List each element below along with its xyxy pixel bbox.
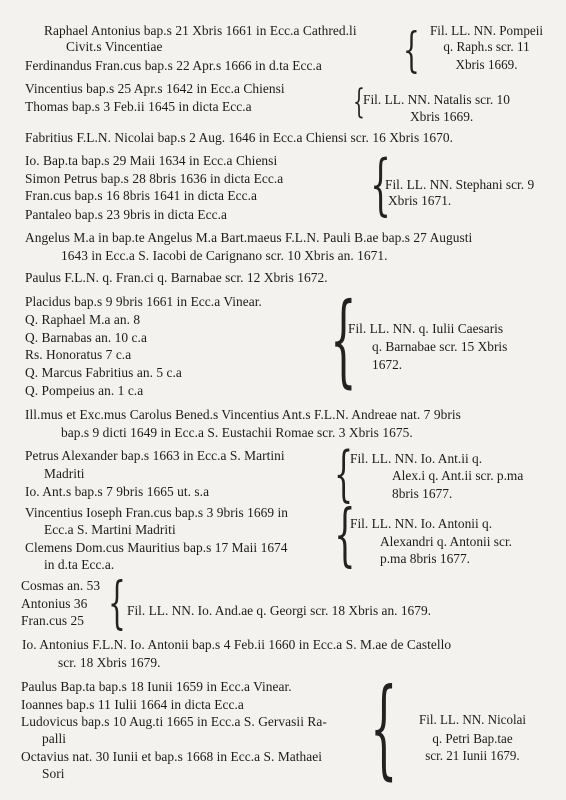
entry-note-line: Xbris 1669. xyxy=(410,109,474,124)
entry-line: Q. Raphael M.a an. 8 xyxy=(25,312,141,327)
entry-line: Rs. Honoratus 7 c.a xyxy=(25,347,132,362)
brace-icon: { xyxy=(403,22,420,78)
entry-note-line: 8bris 1677. xyxy=(392,486,453,501)
entry-note-line: Xbris 1671. xyxy=(388,193,452,208)
entry-note-line: q. Petri Bap.tae xyxy=(432,731,513,746)
entry-note-line: Alexandri q. Antonii scr. xyxy=(380,534,513,549)
entry-note-line: Fil. LL. NN. Io. And.ae q. Georgi scr. 18 Xbris an. 1679. xyxy=(127,603,431,618)
entry-line: Thomas bap.s 3 Feb.ii 1645 in dicta Ecc.a xyxy=(25,99,252,114)
entry-line: Raphael Antonius bap.s 21 Xbris 1661 in Ecc.a Cathred.li xyxy=(44,23,357,38)
entry-note-line: Alex.i q. Ant.ii scr. p.ma xyxy=(392,468,524,483)
entry-line: Ioannes bap.s 11 Iulii 1664 in dicta Ecc.a xyxy=(21,697,244,712)
entry-line: Fabritius F.L.N. Nicolai bap.s 2 Aug. 1646 in Ecc.a Chiensi scr. 16 Xbris 1670. xyxy=(25,130,453,145)
entry-note-line: scr. 21 Iunii 1679. xyxy=(425,748,520,763)
entry-line: Civit.s Vincentiae xyxy=(66,39,163,54)
entry-note-line: 1672. xyxy=(372,357,403,372)
entry-line: Cosmas an. 53 xyxy=(21,578,101,593)
entry-line: Simon Petrus bap.s 28 8bris 1636 in dicta Ecc.a xyxy=(25,171,284,186)
entry-line: in d.ta Ecc.a. xyxy=(44,557,115,572)
brace-icon: { xyxy=(108,571,126,636)
entry-note-line: Fil. LL. NN. Pompeii xyxy=(429,23,544,38)
brace-icon: { xyxy=(334,496,356,575)
entry-line: Antonius 36 xyxy=(21,596,88,611)
entry-line: Fran.cus 25 xyxy=(21,613,85,628)
entry-line: Io. Ant.s bap.s 7 9bris 1665 ut. s.a xyxy=(25,484,210,499)
entry-note-line: Fil. LL. NN. Stephani scr. 9 xyxy=(385,177,535,192)
entry-note-line: Fil. LL. NN. q. Iulii Caesaris xyxy=(348,321,504,336)
brace-icon: { xyxy=(353,82,365,122)
entry-line: Q. Pompeius an. 1 c.a xyxy=(25,383,144,398)
entry-line: Sori xyxy=(42,766,65,781)
brace-icon: { xyxy=(334,439,354,509)
entry-line: 1643 in Ecc.a S. Iacobi de Carignano scr. 10 Xbris an. 1671. xyxy=(61,248,388,263)
entry-line: Ferdinandus Fran.cus bap.s 22 Apr.s 1666 in d.ta Ecc.a xyxy=(25,58,322,73)
entry-line: Paulus Bap.ta bap.s 18 Iunii 1659 in Ecc.a Vinear. xyxy=(21,679,292,694)
entry-line: Vincentius bap.s 25 Apr.s 1642 in Ecc.a Chiensi xyxy=(25,81,285,96)
entry-note-line: Fil. LL. NN. Natalis scr. 10 xyxy=(363,92,510,107)
entry-line: Octavius nat. 30 Iunii et bap.s 1668 in Ecc.a S. Mathaei xyxy=(21,749,323,764)
entry-note-line: q. Raph.s scr. 11 xyxy=(443,39,530,54)
entry-line: Vincentius Ioseph Fran.cus bap.s 3 9bris 1669 in xyxy=(25,505,289,520)
entry-line: Petrus Alexander bap.s 1663 in Ecc.a S. Martini xyxy=(25,448,285,463)
entry-line: Io. Antonius F.L.N. Io. Antonii bap.s 4 Feb.ii 1660 in Ecc.a S. M.ae de Castello xyxy=(22,637,452,652)
entry-note-line: Xbris 1669. xyxy=(455,57,518,72)
entry-note-line: Fil. LL. NN. Io. Antonii q. xyxy=(350,516,493,531)
entry-line: Ecc.a S. Martini Madriti xyxy=(44,522,176,537)
entry-note-line: Fil. LL. NN. Nicolai xyxy=(418,712,526,727)
entry-line: Q. Barnabas an. 10 c.a xyxy=(25,330,147,345)
entry-line: Paulus F.L.N. q. Fran.ci q. Barnabae scr. 12 Xbris 1672. xyxy=(25,270,328,285)
entry-line: Ludovicus bap.s 10 Aug.ti 1665 in Ecc.a S. Gervasii Ra- xyxy=(21,714,327,729)
entry-note-line: Fil. LL. NN. Io. Ant.ii q. xyxy=(350,451,483,466)
entry-line: Angelus M.a in bap.te Angelus M.a Bart.maeus F.L.N. Pauli B.ae bap.s 27 Augusti xyxy=(25,230,473,245)
brace-icon: { xyxy=(330,281,357,398)
entry-note-line: q. Barnabae scr. 15 Xbris xyxy=(372,339,508,354)
brace-icon: { xyxy=(370,146,391,223)
entry-line: Clemens Dom.cus Mauritius bap.s 17 Maii 1674 xyxy=(25,540,288,555)
brace-icon: { xyxy=(370,666,398,791)
entry-line: Q. Marcus Fabritius an. 5 c.a xyxy=(25,365,182,380)
entry-line: bap.s 9 dicti 1649 in Ecc.a S. Eustachii Romae scr. 3 Xbris 1675. xyxy=(61,425,413,440)
entry-line: palli xyxy=(42,731,67,746)
entry-note-line: p.ma 8bris 1677. xyxy=(380,551,471,566)
entry-line: Ill.mus et Exc.mus Carolus Bened.s Vincentius Ant.s F.L.N. Andreae nat. 7 9bris xyxy=(25,407,461,422)
entry-line: Io. Bap.ta bap.s 29 Maii 1634 in Ecc.a Chiensi xyxy=(25,153,278,168)
entry-line: Fran.cus bap.s 16 8bris 1641 in dicta Ecc.a xyxy=(25,188,257,203)
entry-line: Madriti xyxy=(44,466,85,481)
entry-line: Placidus bap.s 9 9bris 1661 in Ecc.a Vinear. xyxy=(25,294,262,309)
entry-line: Pantaleo bap.s 23 9bris in dicta Ecc.a xyxy=(25,207,227,222)
entry-line: scr. 18 Xbris 1679. xyxy=(58,655,161,670)
